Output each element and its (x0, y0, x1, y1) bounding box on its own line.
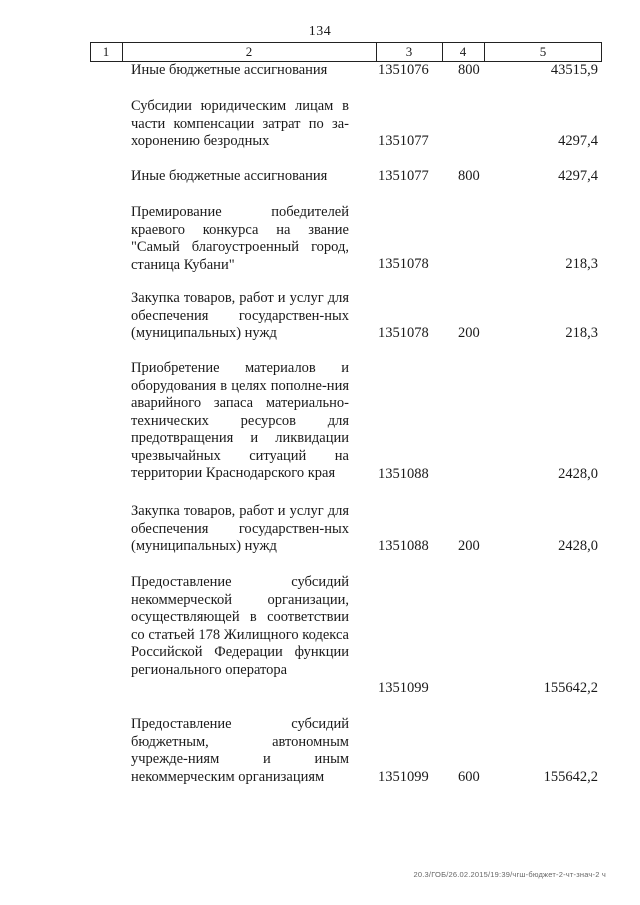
row-amount: 218,3 (565, 325, 598, 341)
row-type: 800 (458, 168, 480, 184)
row-code: 1351077 (378, 168, 429, 184)
row-code: 1351088 (378, 466, 429, 482)
row-code: 1351078 (378, 256, 429, 272)
page-number: 134 (308, 24, 332, 39)
row-amount: 218,3 (565, 256, 598, 272)
row-amount: 4297,4 (558, 133, 598, 149)
row-code: 1351099 (378, 769, 429, 785)
row-code: 1351078 (378, 325, 429, 341)
row-amount: 2428,0 (558, 466, 598, 482)
row-amount: 155642,2 (543, 680, 598, 696)
row-type: 600 (458, 769, 480, 785)
header-col-3: 3 (405, 44, 413, 59)
row-name: Закупка товаров, работ и услуг для обеспечения государствен-ных (муниципальных) нужд (131, 290, 349, 341)
row-name: Субсидии юридическим лицам в части компенсации затрат по за-хоронению безродных (131, 98, 349, 149)
row-amount: 155642,2 (543, 769, 598, 785)
table-header (90, 42, 602, 62)
row-amount: 2428,0 (558, 538, 598, 554)
row-name: Премирование победителей краевого конкурса на звание "Самый благоустроенный город, станица Кубани" (131, 204, 349, 273)
row-amount: 43515,9 (550, 62, 598, 78)
header-col-4: 4 (459, 44, 467, 59)
row-name: Предоставление субсидий некоммерческой организации, осуществляющей в соответствии со статьей 178 Жилищного кодекса Российской Федерации функции регионального оператора (131, 574, 349, 678)
header-divider (601, 43, 602, 61)
row-name: Предоставление субсидий бюджетным, автономным учрежде-ниям и иным некоммерческим организациям (131, 716, 349, 785)
row-code: 1351099 (378, 680, 429, 696)
footer-filepath: 20.3/ГОБ/26.02.2015/19:39/чгш-бюджет-2-чт-знач-2 ч (413, 870, 606, 879)
row-type: 800 (458, 62, 480, 78)
row-type: 200 (458, 538, 480, 554)
header-col-1: 1 (102, 44, 110, 59)
row-name: Приобретение материалов и оборудования в целях пополне-ния аварийного запаса материально-технических ресурсов для предотвращения и ликвидации чрезвычайных ситуаций на территории Краснодарского края (131, 360, 349, 481)
row-name: Закупка товаров, работ и услуг для обеспечения государствен-ных (муниципальных) нужд (131, 503, 349, 554)
row-code: 1351077 (378, 133, 429, 149)
row-code: 1351076 (378, 62, 429, 78)
header-col-5: 5 (539, 44, 547, 59)
row-type: 200 (458, 325, 480, 341)
row-code: 1351088 (378, 538, 429, 554)
row-name: Иные бюджетные ассигнования (131, 62, 328, 78)
header-col-2: 2 (245, 44, 253, 59)
row-name: Иные бюджетные ассигнования (131, 168, 328, 184)
row-amount: 4297,4 (558, 168, 598, 184)
